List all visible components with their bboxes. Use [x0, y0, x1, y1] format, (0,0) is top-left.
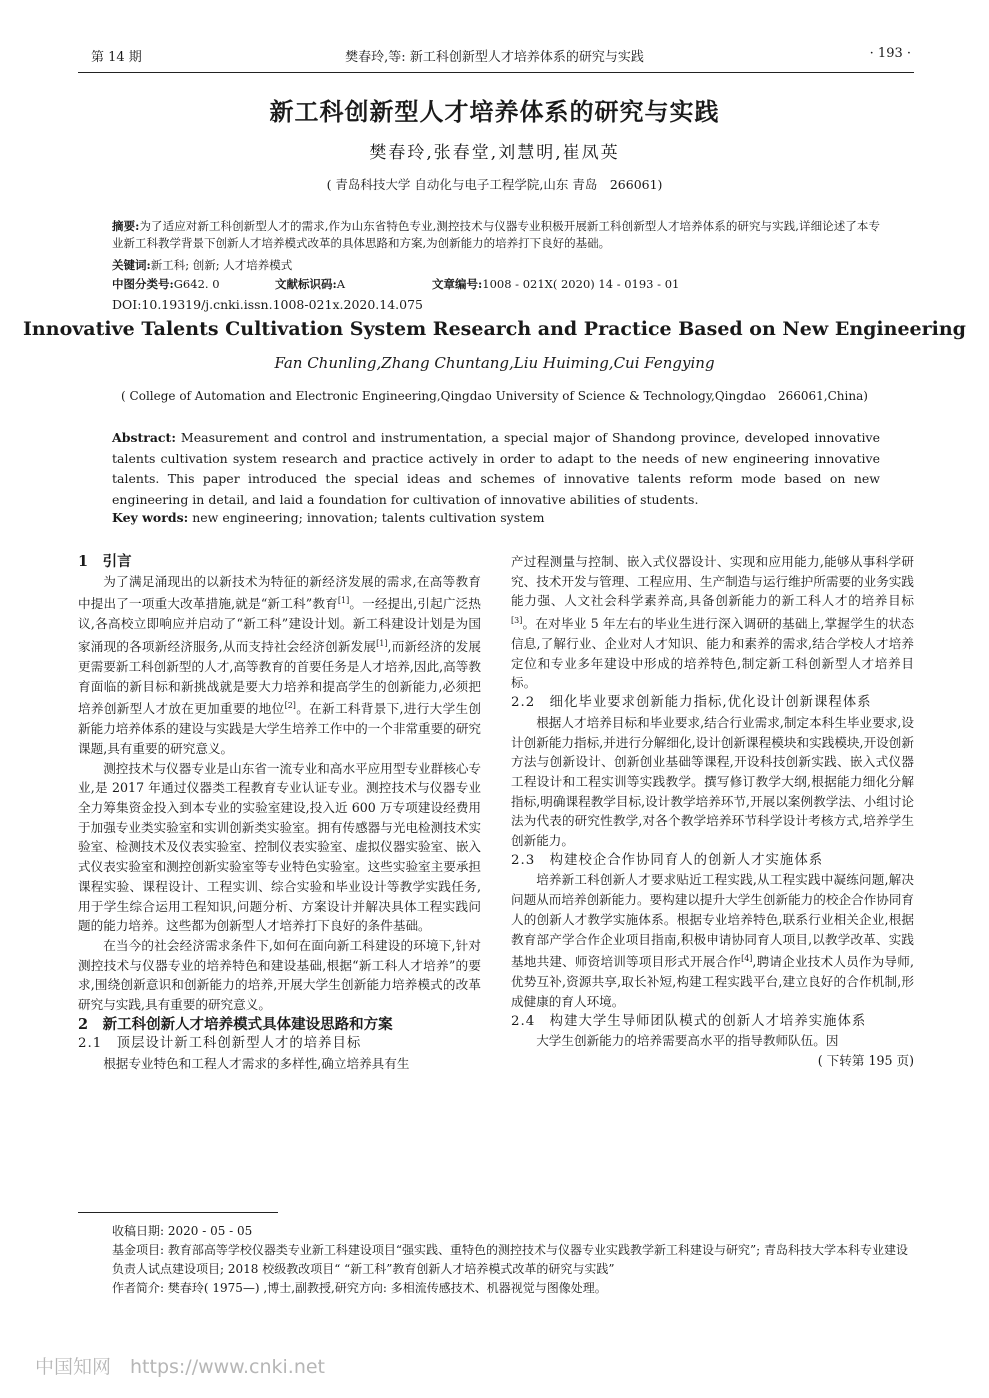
- doc-code: [275, 276, 345, 293]
- cnki-watermark: 中国知网 https://www.cnki.net: [35, 1356, 326, 1378]
- article-id-value: 1008 - 021X( 2020) 14 - 0193 - 01: [482, 277, 680, 291]
- authors: 樊春玲,张春堂,刘慧明,崔凤英: [369, 143, 620, 163]
- english-keywords-label: Key words:: [112, 510, 189, 525]
- clc-label: 中图分类号:: [112, 277, 174, 291]
- subsection-heading-2-2: 2.2 细化毕业要求创新能力指标,优化设计创新课程体系: [511, 695, 872, 711]
- keywords-cn-label: 关键词:: [112, 258, 151, 272]
- author-bio: 作者简介: 樊春玲( 1975—) ,博士,副教授,研究方向: 多相流传感技术、机器视觉与图像处理。: [112, 1281, 607, 1295]
- clc-value: G642. 0: [173, 277, 220, 291]
- section-heading-1: 1 引言: [78, 553, 132, 570]
- subsection-heading-2-1: 2.1 顶层设计新工科创新型人才的培养目标: [78, 1036, 362, 1052]
- footnotes: [112, 1222, 912, 1298]
- article-id: [432, 276, 679, 293]
- continued-note: ( 下转第 195 页): [817, 1052, 914, 1068]
- fund-project: 基金项目: 教育部高等学校仪器类专业新工科建设项目“强实践、重特色的测控技术与仪器专业实践教学新工科建设与研究”; 青岛科技大学本科专业建设负责人试点建设项目; 2018 校级教改项目“ “新工科”教育创新人才培养模式改革的研究与实践”: [112, 1243, 908, 1276]
- english-authors: Fan Chunling,Zhang Chuntang,Liu Huiming,Cui Fengying: [274, 354, 715, 372]
- intro-paragraph-3: 在当今的社会经济需求条件下,如何在面向新工科建设的环境下,针对测控技术与仪器专业的培养特色和建设基础,根据“新工科人才培养”的要求,围绕创新意识和创新能力的培养,开展大学生创新能力培养模式的改革研究与实践,具有重要的研究意义。: [78, 937, 481, 1013]
- english-abstract: [112, 428, 880, 510]
- abstract-cn-label: 摘要:: [112, 219, 140, 233]
- paragraph-2-1-cont: 产过程测量与控制、嵌入式仪器设计、实现和应用能力,能够从事科学研究、技术开发与管理、工程应用、生产制造与运行维护所需要的业务实践能力强、人文社会科学素养高,具备创新能力的新工科人才的培养目标[3]。在对毕业 5 年左右的毕业生进行深入调研的基础上,掌握学生的状态信息,了解行业、企业对人才知识、能力和素养的需求,结合学校人才培养定位和专业多年建设中形成的培养特色,制定新工科创新型人才培养目标。: [511, 554, 914, 691]
- citation-ref: [4]: [741, 954, 753, 964]
- subsection-heading-2-3: 2.3 构建校企合作协同育人的创新人才实施体系: [511, 852, 824, 868]
- doc-label: 文献标识码:: [275, 277, 337, 291]
- english-title: Innovative Talents Cultivation System Research and Practice Based on New Engineering: [23, 318, 966, 340]
- left-column: [78, 552, 481, 1074]
- keywords-cn: [112, 257, 292, 274]
- right-column: [511, 552, 914, 1071]
- abstract-cn-text: 为了适应对新工科创新型人才的需求,作为山东省特色专业,测控技术与仪器专业积极开展新工科创新型人才培养体系的研究与实践,详细论述了本专业新工科教学背景下创新人才培养模式改革的具体思路和方案,为创新能力的培养打下良好的基础。: [112, 219, 880, 250]
- abstract-cn: [112, 218, 880, 252]
- clc-number: [112, 276, 220, 293]
- paragraph-2-4: 大学生创新能力的培养需要高水平的指导教师队伍。因: [536, 1033, 839, 1049]
- intro-paragraph-1: 为了满足涌现出的以新技术为特征的新经济发展的需求,在高等教育中提出了一项重大改革措施,就是“新工科”教育[1]。一经提出,引起广泛热议,各高校立即响应并启动了“新工科”建设计划。新工科建设计划是为国家涌现的各项新经济服务,从而支持社会经济创新发展[1],而新经济的发展更需要新工科创新型的人才,高等教育的首要任务是人才培养,因此,高等教育面临的新目标和新挑战就是要大力培养和提高学生的创新能力,必须把培养创新型人才放在更加重要的地位[2]。在新工科背景下,进行大学生创新能力培养体系的建设与实践是大学生培养工作中的一个非常重要的研究课题,具有重要的研究意义。: [78, 573, 481, 756]
- paragraph-2-1: 根据专业特色和工程人才需求的多样性,确立培养具有生: [103, 1056, 410, 1072]
- paragraph-2-2: 根据人才培养目标和毕业要求,结合行业需求,制定本科生毕业要求,设计创新能力指标,并进行分解细化,设计创新课程模块和实践模块,开设创新方法与创新设计、创新创业基础等课程,开设科技创新实践、嵌入式仪器工程设计和工程实训等实践教学。撰写修订教学大纲,根据能力细化分解指标,明确课程教学目标,设计教学培养环节,开展以案例教学法、小组讨论法为代表的研究性教学,对各个教学培养环节科学设计考核方式,培养学生创新能力。: [511, 714, 914, 849]
- paper-title: 新工科创新型人才培养体系的研究与实践: [269, 97, 720, 126]
- section-heading-2: 2 新工科创新人才培养模式具体建设思路和方案: [78, 1015, 393, 1033]
- english-abstract-label: Abstract:: [112, 430, 176, 445]
- english-keywords-text: new engineering; innovation; talents cultivation system: [192, 510, 545, 525]
- header-rule: [78, 72, 914, 73]
- footnote-rule: [78, 1212, 278, 1213]
- citation-ref: [1]: [376, 639, 388, 648]
- paragraph-2-3: 培养新工科创新人才要求贴近工程实践,从工程实践中凝练问题,解决问题从而培养创新能力。要构建以提升大学生创新能力的校企合作协同育人的创新人才教学实施体系。根据专业培养特色,联系行业相关企业,根据教育部产学合作企业项目指南,积极申请协同育人项目,以教学改革、实践基地共建、师资培训等项目形式开展合作[4],聘请企业技术人员作为导师,优势互补,资源共享,取长补短,构建工程实践平台,建立良好的合作机制,形成健康的育人环境。: [511, 872, 914, 1009]
- running-title: 樊春玲,等: 新工科创新型人才培养体系的研究与实践: [345, 50, 644, 65]
- keywords-cn-text: 新工科; 创新; 人才培养模式: [150, 258, 293, 272]
- subsection-heading-2-4: 2.4 构建大学生导师团队模式的创新人才培养实施体系: [511, 1013, 867, 1029]
- english-affiliation: ( College of Automation and Electronic Engineering,Qingdao University of Science & Technology,Qingdao 266061,China): [121, 389, 868, 403]
- doc-value: A: [336, 277, 346, 291]
- doi: DOI:10.19319/j.cnki.issn.1008-021x.2020.14.075: [112, 297, 424, 312]
- issue-number: 第 14 期: [91, 50, 142, 65]
- english-abstract-text: Measurement and control and instrumentation, a special major of Shandong province, developed innovative talents cultivation system research and practice actively in order to adapt to the needs of new engineering innovative talents. This paper introduced the special ideas and schemes of innovative talents reform mode based on new engineering in detail, and laid a foundation for cultivation of innovative abilities of students.: [112, 430, 880, 507]
- intro-paragraph-2: 测控技术与仪器专业是山东省一流专业和高水平应用型专业群核心专业,是 2017 年通过仪器类工程教育专业认证专业。测控技术与仪器专业全力筹集资金投入到本专业的实验室建设,投入近 600 万专项建设经费用于加强专业类实验室和实训创新类实验室。拥有传感器与光电检测技术实验室、检测技术及仪表实验室、控制仪表实验室、虚拟仪器实验室、嵌入式仪表实验室和测控创新实验室等专业特色实验室。这些实验室主要承担课程实验、课程设计、工程实训、综合实验和毕业设计等教学实践任务,用于学生综合运用工程知识,问题分析、方案设计并解决具体工程实践问题的能力培养。这些都为创新型人才培养打下良好的条件基础。: [78, 760, 481, 934]
- citation-ref: [2]: [284, 701, 296, 711]
- received-date: 收稿日期: 2020 - 05 - 05: [112, 1224, 253, 1238]
- citation-ref: [3]: [511, 616, 523, 626]
- article-id-label: 文章编号:: [432, 277, 483, 291]
- english-keywords: [112, 510, 544, 525]
- page-number: · 193 ·: [869, 46, 911, 61]
- citation-ref: [1]: [337, 596, 350, 606]
- affiliation: ( 青岛科技大学 自动化与电子工程学院,山东 青岛 266061): [326, 177, 663, 192]
